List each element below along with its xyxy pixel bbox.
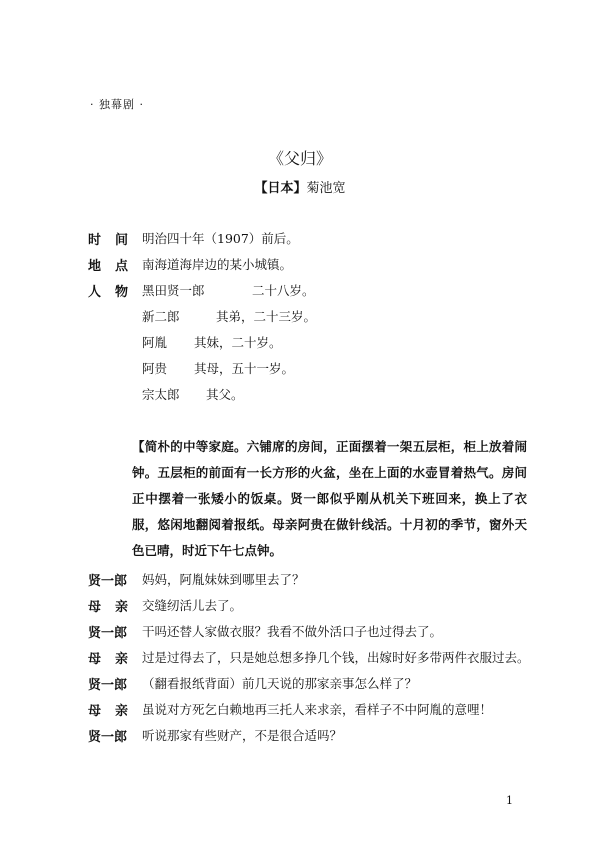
- stage-direction: 【简朴的中等家庭。六铺席的房间，正面摆着一架五层柜，柜上放着闹钟。五层柜的前面有一长方形的火盆，坐在上面的水壶冒着热气。房间正中摆着一张矮小的饭桌。贤一郎似乎刚从机关下班回来，换上了衣服，悠闲地翻阅着报纸。母亲阿贵在做针线活。十月初的季节，窗外天色已晴，时近下午七点钟。: [132, 439, 527, 558]
- speaker-char: 亲: [114, 704, 128, 719]
- info-label-place: [88, 255, 128, 274]
- character-name: 阿胤: [142, 335, 168, 350]
- info-label-char: 点: [114, 259, 128, 274]
- info-label-char: 间: [114, 233, 128, 248]
- genre-label: · 独幕剧 ·: [90, 98, 144, 111]
- info-label-char: 物: [114, 285, 128, 300]
- dialogue-line: 听说那家有些财产，不是很合适吗？: [142, 728, 343, 743]
- dialogue-line: （翻看报纸背面）前几天说的那家亲事怎么样了？: [142, 676, 418, 691]
- author-country: 【日本】: [254, 181, 307, 196]
- character-desc: 其父。: [206, 387, 244, 402]
- info-label-char: 地: [88, 259, 102, 274]
- character-desc: 其弟，二十三岁。: [216, 309, 317, 324]
- character-name: 新二郎: [142, 309, 180, 324]
- dialogue-line: 妈妈，阿胤妹妹到哪里去了？: [142, 572, 305, 587]
- speaker-char: 母: [88, 704, 102, 719]
- character-desc: 其妹，二十岁。: [194, 335, 282, 350]
- character-name: 黑田贤一郎: [142, 283, 205, 298]
- info-value-time: 明治四十年（1907）前后。: [142, 231, 299, 246]
- character-name: 宗太郎: [142, 387, 180, 402]
- info-value-place: 南海道海岸边的某小城镇。: [142, 257, 293, 272]
- info-label-char: 人: [88, 285, 102, 300]
- author-line: [0, 177, 600, 196]
- dialogue-line: 虽说对方死乞白赖地再三托人来求亲，看样子不中阿胤的意哩！: [142, 702, 493, 717]
- info-label-time: [88, 229, 128, 248]
- dialogue-line: 交缝纫活儿去了。: [142, 598, 243, 613]
- speaker-label: 贤一郎: [88, 574, 128, 589]
- speaker-label: 贤一郎: [88, 626, 128, 641]
- speaker-char: 亲: [114, 652, 128, 667]
- play-title: 《父归》: [267, 149, 332, 168]
- speaker-label: 贤一郎: [88, 730, 128, 745]
- speaker-label: [88, 700, 128, 719]
- speaker-label: [88, 648, 128, 667]
- speaker-label: [88, 596, 128, 615]
- speaker-char: 亲: [114, 600, 128, 615]
- dialogue-line: 过是过得去了，只是她总想多挣几个钱，出嫁时好多带两件衣服过去。: [142, 650, 530, 665]
- speaker-char: 母: [88, 600, 102, 615]
- info-label-characters: [88, 281, 128, 300]
- speaker-label: 贤一郎: [88, 678, 128, 693]
- dialogue-line: 干吗还替人家做衣服？我看不做外活口子也过得去了。: [142, 624, 443, 639]
- character-name: 阿贵: [142, 361, 168, 376]
- speaker-char: 母: [88, 652, 102, 667]
- character-desc: 二十八岁。: [252, 283, 315, 298]
- info-label-char: 时: [88, 233, 102, 248]
- character-desc: 其母，五十一岁。: [194, 361, 295, 376]
- author-name: 菊池宽: [306, 181, 346, 196]
- page-number: 1: [506, 794, 513, 807]
